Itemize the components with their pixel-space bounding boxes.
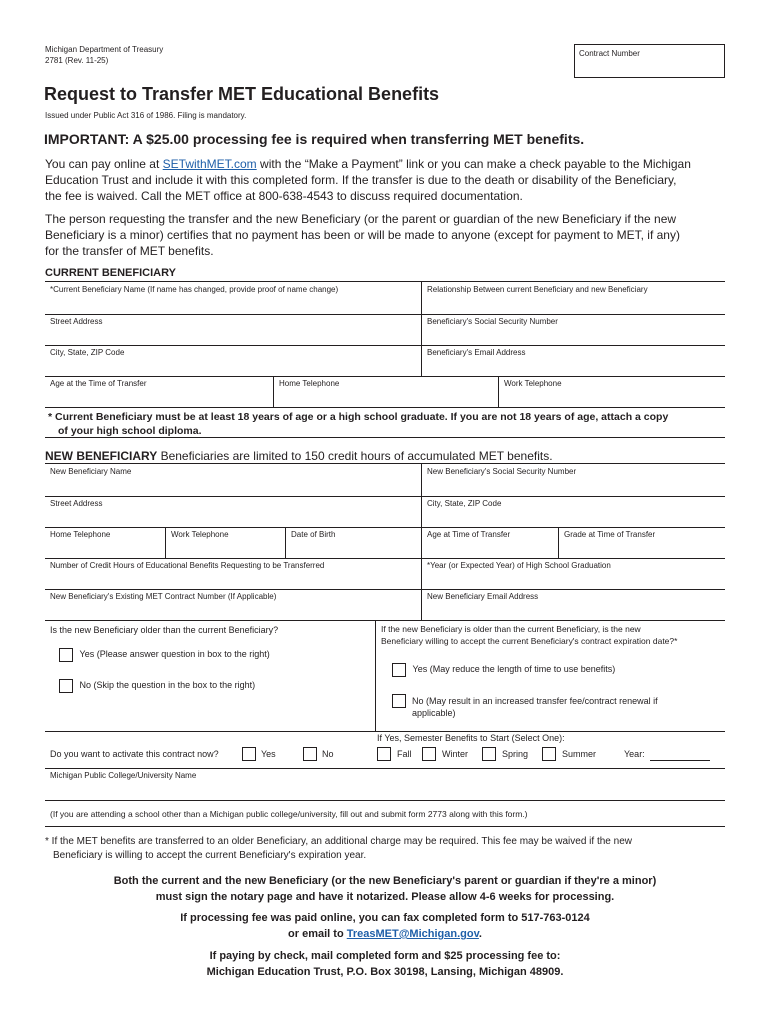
para2-line2: Beneficiary is a minor) certifies that no payment has been or will be made to anyone (except for payment to MET, if any) — [45, 228, 680, 242]
current-city-field[interactable] — [45, 345, 377, 376]
activate-question: Do you want to activate this contract now? — [50, 749, 219, 759]
setwithmet-link[interactable]: SETwithMET.com — [162, 157, 257, 171]
relationship-field[interactable] — [421, 282, 725, 314]
current-city-label: City, State, ZIP Code — [50, 348, 125, 357]
activate-yes-label: Yes — [261, 749, 276, 759]
relationship-label: Relationship Between current Beneficiary and new Beneficiary — [427, 285, 648, 294]
new-work-phone-field[interactable] — [165, 527, 286, 558]
new-heading-bold: NEW BENEFICIARY — [45, 449, 158, 463]
college-name-field[interactable] — [45, 768, 725, 801]
year-input-line[interactable] — [650, 760, 710, 761]
credit-hours-field[interactable] — [45, 558, 422, 589]
year-label: Year: — [624, 749, 645, 759]
sign-line2: must sign the notary page and have it notarized. Please allow 4-6 weeks for processing. — [155, 891, 615, 903]
notary-instructions — [0, 873, 770, 905]
new-ssn-label: New Beneficiary's Social Security Number — [427, 467, 577, 476]
spring-label: Spring — [502, 749, 529, 759]
new-street-label: Street Address — [50, 499, 103, 508]
older-no-checkbox[interactable] — [59, 679, 73, 693]
para1-line3: the fee is waived. Call the MET office at 800-638-4543 to discuss required documentation. — [45, 189, 523, 203]
para2-line1: The person requesting the transfer and the new Beneficiary (or the parent or guardian of the new Beneficiary if the new — [45, 212, 677, 226]
existing-contract-label: New Beneficiary's Existing MET Contract Number (If Applicable) — [50, 592, 277, 601]
hs-grad-year-label: *Year (or Expected Year) of High School Graduation — [427, 561, 611, 570]
willing-no-checkbox[interactable] — [392, 694, 406, 708]
payment-paragraph — [45, 156, 735, 204]
current-beneficiary-heading: CURRENT BENEFICIARY — [45, 267, 176, 279]
new-row-4 — [45, 558, 725, 590]
age-note-line2: of your high school diploma. — [58, 425, 202, 437]
willing-box-divider — [375, 620, 376, 731]
older-no-option[interactable] — [59, 677, 255, 693]
fax-line1: If processing fee was paid online, you can fax completed form to 517-763-0124 — [180, 912, 590, 924]
fax-line2-after: . — [478, 928, 482, 940]
willing-line2: Beneficiary willing to accept the current Beneficiary's contract expiration date?* — [381, 636, 678, 646]
fax-instructions — [0, 910, 770, 942]
willing-no-line2: applicable) — [412, 708, 456, 718]
new-grade-label: Grade at Time of Transfer — [564, 530, 656, 539]
footnote-line2: Beneficiary is willing to accept the current Beneficiary's expiration year. — [53, 850, 367, 861]
new-heading-rest: Beneficiaries are limited to 150 credit hours of accumulated MET benefits. — [157, 449, 553, 463]
para1-after-link: with the “Make a Payment” link or you can make a check payable to the Michigan — [256, 157, 691, 171]
current-email-field[interactable] — [421, 345, 725, 376]
spring-checkbox[interactable] — [482, 747, 496, 761]
footnote — [45, 835, 735, 863]
current-age-field[interactable] — [45, 376, 273, 407]
new-row-5 — [45, 589, 725, 621]
issued-note: Issued under Public Act 316 of 1986. Filing is mandatory. — [45, 111, 247, 120]
older-no-label: No (Skip the question in the box to the right) — [79, 680, 256, 690]
activate-no-label: No — [322, 749, 334, 759]
para1-line2: Education Trust and include it with this completed form. If the transfer is due to the death or disability of the Beneficiary, — [45, 173, 677, 187]
new-home-phone-field[interactable] — [45, 527, 165, 558]
current-ssn-field[interactable] — [421, 314, 725, 345]
current-row-4 — [45, 376, 725, 408]
new-age-field[interactable] — [421, 527, 559, 558]
footnote-line1: * If the MET benefits are transferred to an older Beneficiary, an additional charge may be required. This fee may be waived if the new — [45, 836, 632, 847]
willing-no-line1: No (May result in an increased transfer fee/contract renewal if — [412, 696, 658, 706]
new-work-phone-label: Work Telephone — [171, 530, 229, 539]
credit-hours-label: Number of Credit Hours of Educational Benefits Requesting to be Transferred — [50, 561, 325, 570]
current-street-label: Street Address — [50, 317, 103, 326]
current-work-phone-field[interactable] — [498, 376, 725, 407]
mail-line2: Michigan Education Trust, P.O. Box 30198, Lansing, Michigan 48909. — [206, 966, 564, 978]
current-row-2 — [45, 314, 725, 346]
older-question-label: Is the new Beneficiary older than the current Beneficiary? — [50, 625, 279, 635]
summer-label: Summer — [562, 749, 597, 759]
new-row-2 — [45, 496, 725, 528]
existing-contract-field[interactable] — [45, 589, 422, 620]
new-city-field[interactable] — [421, 496, 725, 527]
current-home-phone-label: Home Telephone — [279, 379, 340, 388]
new-ssn-field[interactable] — [421, 464, 725, 496]
older-yes-checkbox[interactable] — [59, 648, 73, 662]
current-row-3 — [45, 345, 725, 377]
current-name-label: *Current Beneficiary Name (If name has changed, provide proof of name change) — [50, 285, 339, 294]
hs-grad-year-field[interactable] — [421, 558, 725, 589]
new-row-1 — [45, 463, 725, 497]
semester-label: If Yes, Semester Benefits to Start (Select One): — [377, 733, 565, 743]
winter-label: Winter — [442, 749, 469, 759]
current-age-label: Age at the Time of Transfer — [50, 379, 147, 388]
current-email-label: Beneficiary's Email Address — [427, 348, 526, 357]
willing-question — [381, 623, 677, 647]
college-name-label: Michigan Public College/University Name — [50, 771, 197, 780]
age-requirement-note — [45, 408, 725, 438]
new-grade-field[interactable] — [558, 527, 725, 558]
department-name: Michigan Department of Treasury — [45, 45, 164, 54]
current-work-phone-label: Work Telephone — [504, 379, 562, 388]
new-email-label: New Beneficiary Email Address — [427, 592, 539, 601]
new-name-field[interactable] — [45, 464, 377, 496]
fall-label: Fall — [397, 749, 412, 759]
new-home-phone-label: Home Telephone — [50, 530, 111, 539]
willing-yes-option[interactable] — [392, 661, 615, 677]
new-age-label: Age at Time of Transfer — [427, 530, 511, 539]
winter-checkbox[interactable] — [422, 747, 436, 761]
older-yes-option[interactable] — [59, 646, 270, 662]
activate-no-checkbox[interactable] — [303, 747, 317, 761]
page-title: Request to Transfer MET Educational Benefits — [44, 84, 440, 104]
certification-paragraph — [45, 211, 735, 259]
new-dob-label: Date of Birth — [291, 530, 336, 539]
new-email-field[interactable] — [421, 589, 725, 620]
older-yes-label: Yes (Please answer question in box to the right) — [79, 649, 270, 659]
willing-line1: If the new Beneficiary is older than the current Beneficiary, is the new — [381, 624, 641, 634]
current-row-1 — [45, 281, 725, 315]
willing-yes-label: Yes (May reduce the length of time to use benefits) — [412, 664, 616, 674]
age-note-line1: * Current Beneficiary must be at least 18 years of age or a high school graduate. If you are not 18 years of age, attach a copy — [48, 411, 669, 423]
new-street-field[interactable] — [45, 496, 377, 527]
current-street-field[interactable] — [45, 314, 377, 345]
contract-number-label: Contract Number — [579, 49, 640, 58]
form-number: 2781 (Rev. 11-25) — [45, 56, 109, 65]
summer-checkbox[interactable] — [542, 747, 556, 761]
new-dob-field[interactable] — [285, 527, 422, 558]
current-name-field[interactable] — [45, 282, 377, 314]
mail-line1: If paying by check, mail completed form and $25 processing fee to: — [209, 950, 561, 962]
current-ssn-label: Beneficiary's Social Security Number — [427, 317, 558, 326]
contract-number-field[interactable] — [574, 44, 725, 78]
new-name-label: New Beneficiary Name — [50, 467, 132, 476]
new-row-3 — [45, 527, 725, 559]
para1-before-link: You can pay online at — [45, 157, 163, 171]
email-link[interactable]: TreasMET@Michigan.gov — [346, 928, 479, 940]
willing-no-label — [412, 695, 732, 719]
mail-instructions — [0, 948, 770, 980]
new-city-label: City, State, ZIP Code — [427, 499, 502, 508]
fax-line2-before: or email to — [288, 928, 347, 940]
sign-line1: Both the current and the new Beneficiary (or the new Beneficiary's parent or guardian if they're a minor) — [113, 875, 657, 887]
college-note: (If you are attending a school other than a Michigan public college/university, fill out and submit form 2773 along with this form.) — [45, 800, 725, 827]
para2-line3: for the transfer of MET benefits. — [45, 244, 214, 258]
willing-yes-checkbox[interactable] — [392, 663, 406, 677]
fall-checkbox[interactable] — [377, 747, 391, 761]
activate-yes-checkbox[interactable] — [242, 747, 256, 761]
new-beneficiary-heading — [45, 449, 553, 463]
important-notice: IMPORTANT: A $25.00 processing fee is required when transferring MET benefits. — [44, 131, 585, 147]
